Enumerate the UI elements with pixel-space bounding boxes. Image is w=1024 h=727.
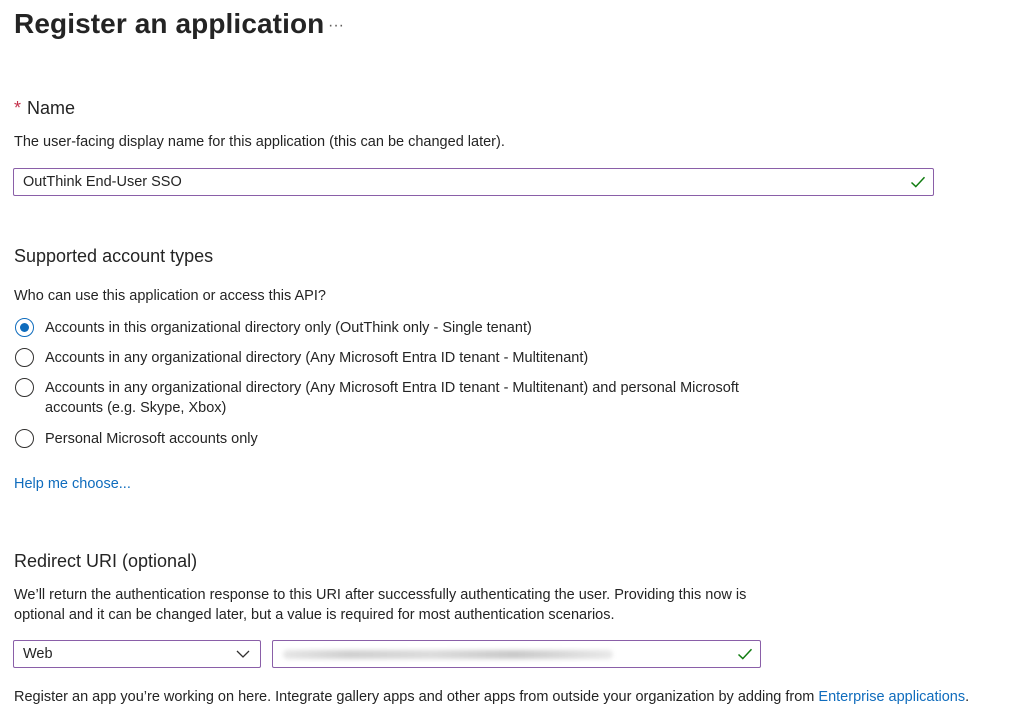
name-heading (14, 98, 75, 119)
radio-button[interactable] (15, 429, 34, 448)
account-option-multitenant[interactable] (15, 348, 795, 368)
account-option-personal-only[interactable] (15, 429, 795, 449)
page-title: Register an application (14, 8, 325, 39)
redirect-uri-input[interactable] (272, 640, 761, 668)
platform-select-value: Web (23, 646, 53, 662)
account-option-multitenant-personal[interactable] (15, 378, 795, 418)
more-options-icon[interactable]: ··· (328, 17, 344, 34)
account-option-single-tenant[interactable] (15, 318, 795, 338)
footer-suffix: . (965, 689, 970, 705)
name-input[interactable] (13, 168, 934, 196)
account-option-label: Accounts in any organizational directory (Any Microsoft Entra ID tenant - Multitenant) (45, 350, 589, 366)
redirect-uri-description: We’ll return the authentication response to this URI after successfully authenticating the user. Providing this now is optional and it can be changed later, but a value is required for most authentication scenarios. (14, 587, 747, 623)
radio-button-checked[interactable] (15, 318, 34, 337)
footer-text (14, 687, 969, 707)
radio-button[interactable] (15, 378, 34, 397)
name-input-value: OutThink End-User SSO (23, 174, 182, 190)
enterprise-applications-link[interactable]: Enterprise applications (818, 689, 966, 705)
account-types-question: Who can use this application or access this API? (14, 288, 326, 304)
account-option-label: Personal Microsoft accounts only (45, 431, 258, 447)
valid-check-icon (910, 175, 926, 189)
required-marker: * (14, 98, 22, 118)
footer-text-body: Register an app you’re working on here. Integrate gallery apps and other apps from outside your organization by adding from (14, 689, 819, 705)
valid-check-icon (737, 647, 753, 661)
radio-button[interactable] (15, 348, 34, 367)
name-heading-label: Name (27, 98, 76, 118)
redirect-uri-heading: Redirect URI (optional) (14, 551, 198, 571)
help-me-choose-link[interactable]: Help me choose... (14, 476, 131, 492)
redacted-uri-value (283, 650, 613, 659)
name-description: The user-facing display name for this application (this can be changed later). (14, 134, 505, 150)
account-option-label: Accounts in any organizational directory (Any Microsoft Entra ID tenant - Multitenant) and personal Microsoft accounts (e.g. Skype, Xbox) (45, 380, 739, 416)
account-option-label: Accounts in this organizational directory only (OutThink only - Single tenant) (45, 320, 532, 336)
account-types-heading: Supported account types (14, 246, 214, 266)
platform-select[interactable] (13, 640, 261, 668)
chevron-down-icon (236, 650, 250, 658)
